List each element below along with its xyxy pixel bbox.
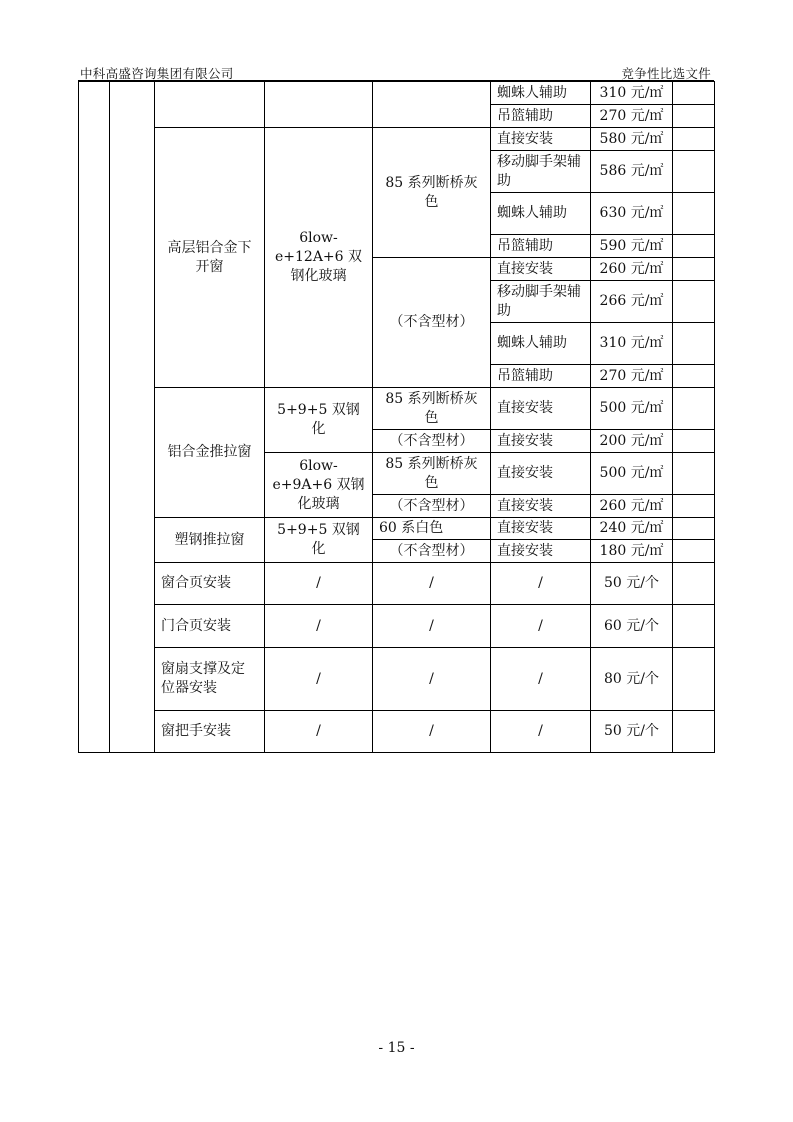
blank-cell	[673, 128, 715, 151]
unit-price: 500 元/㎡	[591, 388, 673, 430]
install-method: /	[491, 648, 591, 711]
install-method: 蜘蛛人辅助	[491, 82, 591, 105]
table-row	[79, 82, 715, 105]
unit-price: 586 元/㎡	[591, 151, 673, 193]
glass-spec: /	[265, 605, 373, 648]
blank-cell	[155, 82, 265, 128]
table-row	[79, 648, 715, 711]
glass-spec: 5+9+5 双钢化	[265, 518, 373, 563]
blank-cell	[673, 518, 715, 540]
profile-spec: /	[373, 711, 491, 753]
profile-spec: /	[373, 648, 491, 711]
page-number: - 15 -	[378, 1040, 415, 1056]
table-row	[79, 388, 715, 430]
item-name: 窗扇支撑及定位器安装	[155, 648, 265, 711]
unit-price: 580 元/㎡	[591, 128, 673, 151]
blank-cell	[110, 82, 155, 753]
unit-price: 500 元/㎡	[591, 453, 673, 495]
profile-spec: 85 系列断桥灰色	[373, 453, 491, 495]
unit-price: 260 元/㎡	[591, 258, 673, 281]
header-doc-type: 竞争性比选文件	[621, 66, 711, 81]
install-method: 吊篮辅助	[491, 235, 591, 258]
item-name: 铝合金推拉窗	[155, 388, 265, 518]
blank-cell	[79, 82, 110, 753]
unit-price: 240 元/㎡	[591, 518, 673, 540]
table-row	[79, 711, 715, 753]
unit-price: 270 元/㎡	[591, 105, 673, 128]
blank-cell	[673, 711, 715, 753]
install-method: 直接安装	[491, 453, 591, 495]
blank-cell	[673, 605, 715, 648]
install-method: 直接安装	[491, 258, 591, 281]
blank-cell	[673, 281, 715, 323]
install-method: 蜘蛛人辅助	[491, 193, 591, 235]
price-table	[78, 81, 715, 753]
unit-price: 50 元/个	[591, 563, 673, 605]
unit-price: 80 元/个	[591, 648, 673, 711]
glass-spec: 6low-e+12A+6 双钢化玻璃	[265, 128, 373, 388]
item-name: 门合页安装	[155, 605, 265, 648]
blank-cell	[673, 563, 715, 605]
install-method: /	[491, 605, 591, 648]
blank-cell	[673, 258, 715, 281]
install-method: 移动脚手架辅助	[491, 151, 591, 193]
profile-spec: （不含型材）	[373, 258, 491, 388]
install-method: /	[491, 711, 591, 753]
glass-spec: /	[265, 711, 373, 753]
install-method: 蜘蛛人辅助	[491, 323, 591, 365]
blank-cell	[673, 323, 715, 365]
install-method: 移动脚手架辅助	[491, 281, 591, 323]
unit-price: 50 元/个	[591, 711, 673, 753]
table-row	[79, 605, 715, 648]
install-method: /	[491, 563, 591, 605]
table-row	[79, 563, 715, 605]
glass-spec: 5+9+5 双钢化	[265, 388, 373, 453]
profile-spec: 60 系白色	[373, 518, 491, 540]
unit-price: 590 元/㎡	[591, 235, 673, 258]
item-name: 塑钢推拉窗	[155, 518, 265, 563]
blank-cell	[673, 648, 715, 711]
item-name: 高层铝合金下开窗	[155, 128, 265, 388]
glass-spec: 6low-e+9A+6 双钢化玻璃	[265, 453, 373, 518]
profile-spec: （不含型材）	[373, 540, 491, 563]
install-method: 直接安装	[491, 518, 591, 540]
blank-cell	[673, 193, 715, 235]
unit-price: 630 元/㎡	[591, 193, 673, 235]
unit-price: 310 元/㎡	[591, 323, 673, 365]
header-company: 中科高盛咨询集团有限公司	[80, 66, 234, 81]
profile-spec: （不含型材）	[373, 495, 491, 518]
profile-spec: （不含型材）	[373, 430, 491, 453]
unit-price: 270 元/㎡	[591, 365, 673, 388]
blank-cell	[673, 151, 715, 193]
blank-cell	[673, 430, 715, 453]
profile-spec: /	[373, 563, 491, 605]
item-name: 窗合页安装	[155, 563, 265, 605]
blank-cell	[673, 453, 715, 495]
item-name: 窗把手安装	[155, 711, 265, 753]
blank-cell	[673, 235, 715, 258]
table-row	[79, 128, 715, 151]
unit-price: 266 元/㎡	[591, 281, 673, 323]
blank-cell	[673, 365, 715, 388]
glass-spec: /	[265, 563, 373, 605]
install-method: 吊篮辅助	[491, 365, 591, 388]
unit-price: 200 元/㎡	[591, 430, 673, 453]
blank-cell	[373, 82, 491, 128]
install-method: 直接安装	[491, 540, 591, 563]
blank-cell	[673, 540, 715, 563]
unit-price: 180 元/㎡	[591, 540, 673, 563]
install-method: 吊篮辅助	[491, 105, 591, 128]
blank-cell	[673, 105, 715, 128]
profile-spec: 85 系列断桥灰色	[373, 388, 491, 430]
install-method: 直接安装	[491, 388, 591, 430]
table-row	[79, 518, 715, 540]
blank-cell	[673, 495, 715, 518]
install-method: 直接安装	[491, 495, 591, 518]
blank-cell	[673, 388, 715, 430]
profile-spec: /	[373, 605, 491, 648]
unit-price: 260 元/㎡	[591, 495, 673, 518]
unit-price: 310 元/㎡	[591, 82, 673, 105]
profile-spec: 85 系列断桥灰色	[373, 128, 491, 258]
install-method: 直接安装	[491, 128, 591, 151]
blank-cell	[673, 82, 715, 105]
glass-spec: /	[265, 648, 373, 711]
blank-cell	[265, 82, 373, 128]
unit-price: 60 元/个	[591, 605, 673, 648]
install-method: 直接安装	[491, 430, 591, 453]
